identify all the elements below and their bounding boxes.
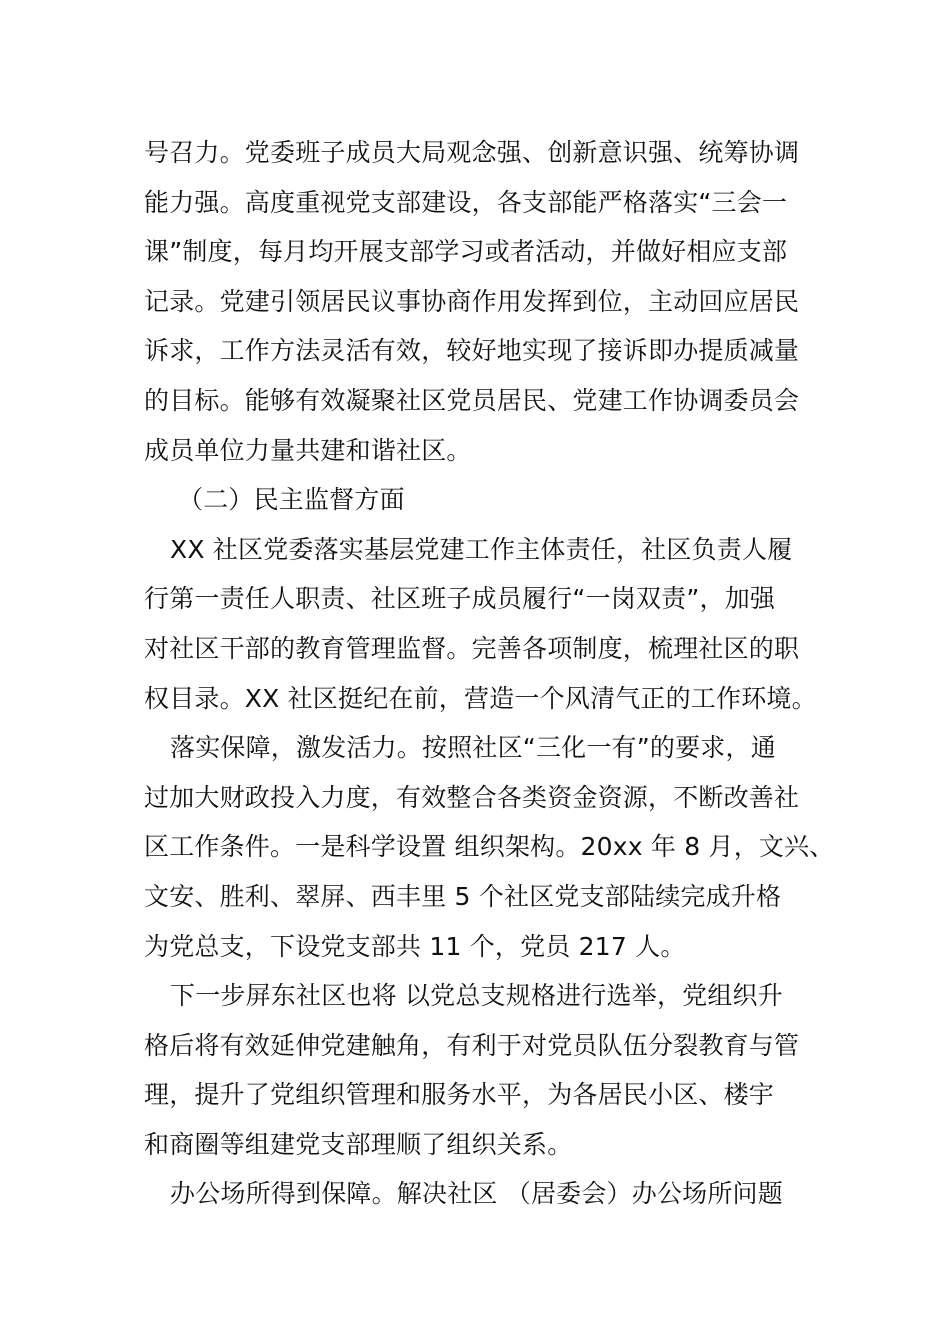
text-line: 的目标。能够有效凝聚社区党员居民、党建工作协调委员会 (144, 385, 800, 415)
text-line: 和商圈等组建党支部理顺了组织关系。 (144, 1129, 573, 1159)
text-line: 权目录。XX 社区挺纪在前，营造一个风清气正的工作环境。 (144, 683, 817, 713)
paragraph-start-line: 落实保障，激发活力。按照社区“三化一有”的要求，通 (170, 733, 776, 763)
paragraph-start-line: 下一步屏东社区也将 以党总支规格进行选举，党组织升 (170, 981, 783, 1011)
text-line: 过加大财政投入力度，有效整合各类资金资源，不断改善社 (144, 782, 800, 812)
document-body (144, 128, 835, 1219)
text-line: 为党总支，下设党支部共 11 个，党员 217 人。 (144, 931, 686, 961)
paragraph-start-line: 办公场所得到保障。解决社区 （居委会）办公场所问题 (170, 1179, 783, 1209)
section-heading: （二）民主监督方面 (178, 485, 405, 515)
text-line: 能力强。高度重视党支部建设，各支部能严格落实“三会一 (144, 187, 788, 217)
text-line: 诉求，工作方法灵活有效，较好地实现了接诉即办提质减量 (144, 336, 800, 366)
text-line: 记录。党建引领居民议事协商作用发挥到位，主动回应居民 (144, 286, 800, 316)
text-line: 文安、胜利、翠屏、西丰里 5 个社区党支部陆续完成升格 (144, 881, 782, 911)
text-line: 区工作条件。一是科学设置 组织架构。20xx 年 8 月，文兴、 (144, 832, 835, 862)
text-line: 号召力。党委班子成员大局观念强、创新意识强、统筹协调 (144, 138, 800, 167)
text-line: 课”制度，每月均开展支部学习或者活动，并做好相应支部 (144, 237, 788, 267)
text-line: 成员单位力量共建和谐社区。 (144, 435, 472, 465)
text-line: 理，提升了党组织管理和服务水平，为各居民小区、楼宇 (144, 1080, 775, 1110)
text-line: 行第一责任人职责、社区班子成员履行“一岗双责”，加强 (144, 584, 776, 614)
text-line: 格后将有效延伸党建触角，有利于对党员队伍分裂教育与管 (144, 1030, 800, 1060)
text-line: 对社区干部的教育管理监督。完善各项制度，梳理社区的职 (144, 633, 800, 663)
paragraph-start-line: XX 社区党委落实基层党建工作主体责任，社区负责人履 (170, 534, 793, 564)
